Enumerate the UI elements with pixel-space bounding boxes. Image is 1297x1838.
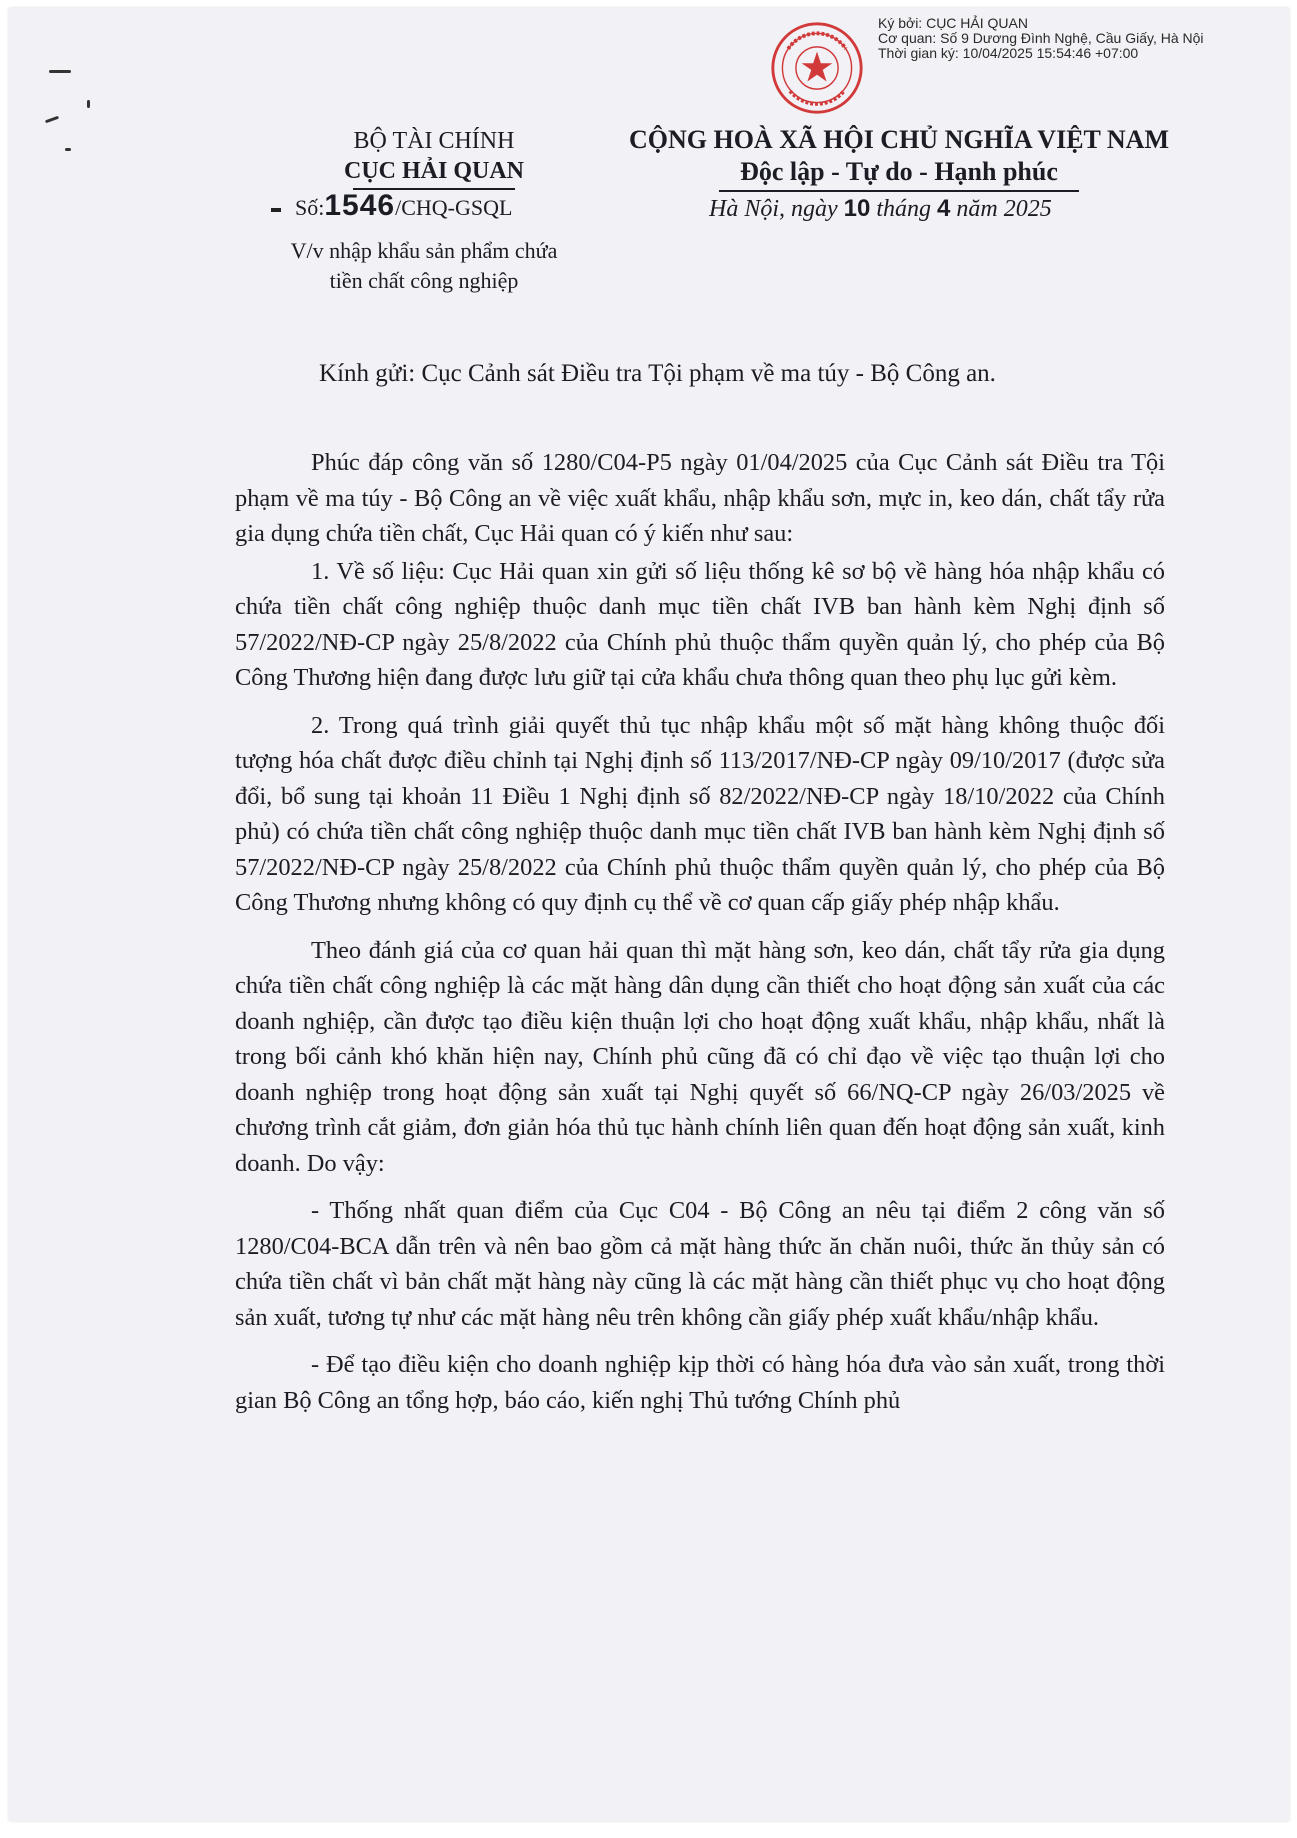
document-body bbox=[235, 445, 1165, 1430]
digital-signature-info bbox=[878, 16, 1218, 61]
signed-by: Ký bởi: CỤC HẢI QUAN bbox=[878, 15, 1028, 31]
date-place: Hà Nội, ngày bbox=[709, 196, 838, 222]
paragraph: Phúc đáp công văn số 1280/C04-P5 ngày 01/04/2025 của Cục Cảnh sát Điều tra Tội phạm về ma túy - Bộ Công an về việc xuất khẩu, nhập khẩu sơn, mực in, keo dán, chất tẩy rửa gia dụng chứa tiền chất, Cục Hải quan có ý kiến như sau: bbox=[235, 449, 1165, 547]
country-name: CỘNG HOÀ XÃ HỘI CHỦ NGHĨA VIỆT NAM bbox=[628, 125, 1170, 154]
issue-date bbox=[709, 194, 1052, 224]
national-motto: Độc lập - Tự do - Hạnh phúc bbox=[740, 157, 1058, 186]
date-month: 4 bbox=[937, 195, 951, 222]
issuer-block bbox=[234, 126, 634, 190]
recipient-line: Kính gửi: Cục Cảnh sát Điều tra Tội phạm về ma túy - Bộ Công an. bbox=[319, 360, 996, 387]
national-title-block bbox=[609, 124, 1189, 192]
paragraph: - Để tạo điều kiện cho doanh nghiệp kịp thời có hàng hóa đưa vào sản xuất, trong thời gian Bộ Công an tổng hợp, báo cáo, kiến nghị Thủ tướng Chính phủ bbox=[235, 1351, 1165, 1414]
subject-line-2: tiền chất công nghiệp bbox=[329, 268, 519, 293]
scan-mark bbox=[45, 116, 59, 124]
paragraph: 1. Về số liệu: Cục Hải quan xin gửi số liệu thống kê sơ bộ về hàng hóa nhập khẩu có chứa tiền chất công nghiệp thuộc danh mục tiền chất IVB ban hành kèm Nghị định số 57/2022/NĐ-CP ngày 25/8/2022 của Chính phủ thuộc thẩm quyền quản lý, cho phép của Bộ Công Thương hiện đang được lưu giữ tại cửa khẩu chưa thông quan theo phụ lục gửi kèm. bbox=[235, 557, 1165, 691]
scan-mark bbox=[49, 70, 71, 73]
date-day: 10 bbox=[843, 195, 871, 222]
paragraph: 2. Trong quá trình giải quyết thủ tục nhập khẩu một số mặt hàng không thuộc đối tượng hóa chất được điều chỉnh tại Nghị định số 113/2017/NĐ-CP ngày 09/10/2017 (được sửa đổi, bổ sung tại khoản 11 Điều 1 Nghị định số 82/2022/NĐ-CP ngày 18/10/2022 của Chính phủ) có chứa tiền chất công nghiệp thuộc danh mục tiền chất IVB ban hành kèm Nghị định số 57/2022/NĐ-CP ngày 25/8/2022 của Chính phủ thuộc thẩm quyền quản lý, cho phép của Bộ Công Thương nhưng không có quy định cụ thể về cơ quan cấp giấy phép nhập khẩu. bbox=[235, 711, 1165, 916]
document-number bbox=[271, 189, 513, 222]
signer-agency: Cơ quan: Số 9 Dương Đình Nghệ, Cầu Giấy, Hà Nội bbox=[878, 30, 1204, 46]
motto-underline bbox=[719, 190, 1079, 192]
ministry-name: BỘ TÀI CHÍNH bbox=[353, 128, 515, 154]
scan-mark bbox=[271, 208, 281, 212]
document-page bbox=[9, 8, 1289, 1821]
date-year: năm 2025 bbox=[956, 196, 1052, 222]
paragraph: Theo đánh giá của cơ quan hải quan thì mặt hàng sơn, keo dán, chất tẩy rửa gia dụng chứa tiền chất công nghiệp là các mặt hàng dân dụng cần thiết cho hoạt động sản xuất của các doanh nghiệp, cần được tạo điều kiện thuận lợi cho hoạt động xuất khẩu, nhập khẩu, nhất là trong bối cảnh khó khăn hiện nay, Chính phủ cũng đã có chỉ đạo về việc tạo thuận lợi cho doanh nghiệp trong hoạt động sản xuất tại Nghị quyết số 66/NQ-CP ngày 26/03/2025 về chương trình cắt giảm, đơn giản hóa thủ tục hành chính liên quan đến hoạt động sản xuất, kinh doanh. Do vậy: bbox=[235, 936, 1165, 1177]
department-name: CỤC HẢI QUAN bbox=[344, 158, 524, 184]
doc-number-prefix: Số: bbox=[295, 195, 325, 220]
date-month-label: tháng bbox=[876, 196, 932, 222]
doc-number-suffix: /CHQ-GSQL bbox=[395, 195, 513, 220]
signed-time: Thời gian ký: 10/04/2025 15:54:46 +07:00 bbox=[878, 45, 1139, 61]
paragraph: - Thống nhất quan điểm của Cục C04 - Bộ Công an nêu tại điểm 2 công văn số 1280/C04-BCA dẫn trên và nên bao gồm cả mặt hàng thức ăn chăn nuôi, thức ăn thủy sản có chứa tiền chất vì bản chất mặt hàng này cũng là các mặt hàng cần thiết phục vụ cho hoạt động sản xuất, tương tự như các mặt hàng nêu trên không cần giấy phép xuất khẩu/nhập khẩu. bbox=[235, 1197, 1165, 1331]
scan-mark bbox=[87, 100, 90, 108]
document-subject bbox=[264, 236, 584, 296]
official-seal-icon bbox=[769, 20, 865, 116]
scan-mark bbox=[65, 148, 71, 151]
subject-line-1: V/v nhập khẩu sản phẩm chứa bbox=[290, 238, 558, 263]
doc-number-value: 1546 bbox=[324, 189, 396, 222]
